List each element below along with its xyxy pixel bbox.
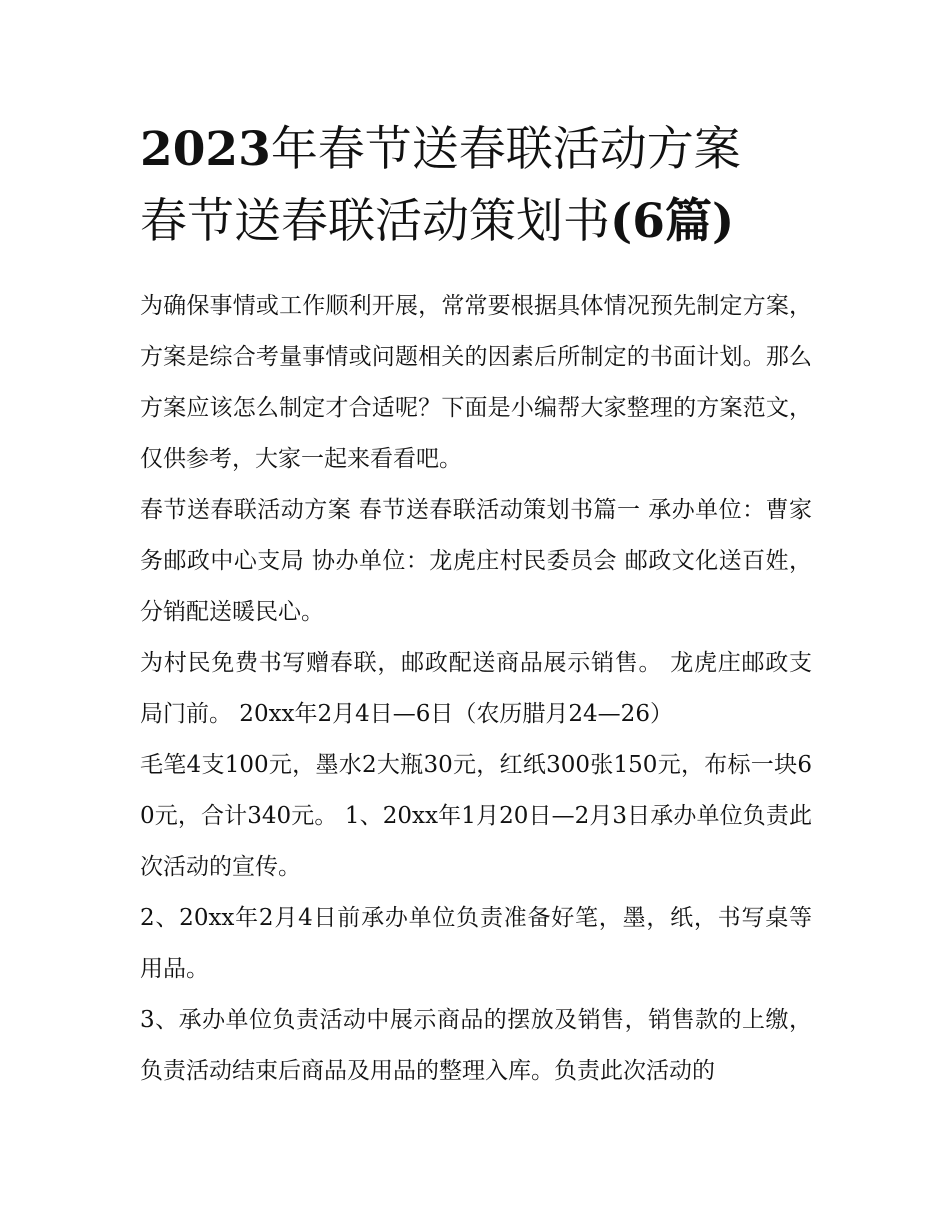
title-line-1-text: 年春节送春联活动方案 bbox=[270, 122, 741, 177]
title-year: 2023 bbox=[140, 122, 271, 177]
paragraph-step-2: 2、20xx年2月4日前承办单位负责准备好笔，墨，纸，书写桌等用品。 bbox=[140, 905, 812, 982]
paragraph-budget: 毛笔4支100元，墨水2大瓶30元，红纸300张150元，布标一块60元，合计340元。 1、20xx年1月20日—2月3日承办单位负责此次活动的宣传。 bbox=[140, 752, 812, 880]
document-title-line-1 bbox=[140, 120, 820, 180]
document-body bbox=[140, 281, 812, 1097]
paragraph-intro: 为确保事情或工作顺利开展，常常要根据具体情况预先制定方案，方案是综合考量事情或问题相关的因素后所制定的书面计划。那么方案应该怎么制定才合适呢？下面是小编帮大家整理的方案范文，仅供参考，大家一起来看看吧。 bbox=[140, 293, 812, 472]
paragraph-step-3: 3、承办单位负责活动中展示商品的摆放及销售，销售款的上缴，负责活动结束后商品及用品的整理入库。负责此次活动的 bbox=[140, 1007, 812, 1084]
title-count: (6篇) bbox=[610, 194, 735, 249]
title-line-2-text: 春节送春联活动策划书 bbox=[140, 194, 610, 249]
paragraph-organizers: 春节送春联活动方案 春节送春联活动策划书篇一 承办单位：曹家务邮政中心支局 协办单位：龙虎庄村民委员会 邮政文化送百姓，分销配送暖民心。 bbox=[140, 497, 812, 625]
document-title-line-2 bbox=[140, 192, 820, 252]
paragraph-activity: 为村民免费书写赠春联，邮政配送商品展示销售。 龙虎庄邮政支局门前。 20xx年2月4日—6日（农历腊月24—26） bbox=[140, 650, 812, 727]
